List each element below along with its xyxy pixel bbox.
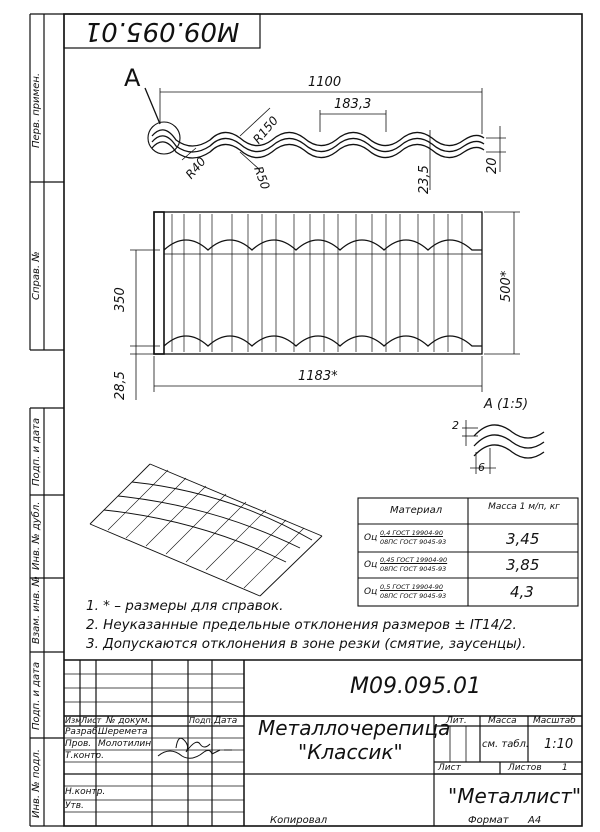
row-mass: 3,85: [506, 556, 540, 574]
drawing-frame: [64, 14, 582, 826]
col-podp: Подп.: [189, 716, 214, 725]
detail-a-label: А (1:5): [484, 397, 529, 412]
role-prov: Пров.: [65, 739, 92, 749]
sheets-value: 1: [562, 763, 568, 773]
person-prov: Молотилин: [98, 739, 152, 749]
row-spec-1: 0,45 ГОСТ 19904-90: [380, 556, 448, 564]
side-label-podp-data-2: Подп. и дата: [31, 661, 42, 730]
dim-2: 2: [452, 419, 459, 432]
col-data: Дата: [214, 716, 238, 726]
dim-183-3: 183,3: [334, 97, 372, 112]
dim-1100: 1100: [308, 75, 342, 90]
product-name-line1: Металлочерепица: [258, 716, 451, 740]
note-2: 2. Неуказанные предельные отклонения размеров ± IT14/2.: [86, 617, 517, 633]
table-header-material: Материал: [390, 505, 443, 516]
row-prefix: Оц: [364, 560, 378, 570]
massa-value: см. табл.: [482, 739, 530, 750]
table-header-mass: Масса 1 м/п, кг: [488, 502, 560, 512]
person-razrab: Шеремета: [98, 727, 148, 737]
row-mass: 4,3: [510, 583, 534, 601]
role-razrab: Разраб.: [65, 727, 101, 737]
organization-name: "Металлист": [448, 784, 582, 808]
scale-value: 1:10: [544, 737, 574, 752]
detail-a: [462, 420, 544, 474]
dim-r40: R40: [182, 154, 209, 182]
dim-350: 350: [113, 287, 128, 312]
row-spec-2: 08ПС ГОСТ 9045-93: [380, 592, 447, 600]
isometric-view: [90, 464, 322, 596]
dim-6: 6: [478, 461, 485, 474]
top-code-rotated: М09.095.01: [84, 16, 240, 46]
masshtab-header: Масштаб: [533, 716, 576, 726]
side-label-inv-podl: Инв. № подл.: [31, 749, 42, 818]
dim-r50: R50: [251, 164, 273, 192]
col-list: Лист: [81, 716, 102, 725]
row-mass: 3,45: [506, 530, 540, 548]
massa-header: Масса: [488, 716, 517, 726]
row-spec-1: 0,5 ГОСТ 19904-90: [380, 583, 444, 591]
side-label-inv-dubl: Инв. № дубл.: [31, 501, 42, 570]
side-label-sprav: Справ. №: [31, 251, 42, 300]
dim-1183: 1183*: [298, 369, 338, 384]
footer-format-label: Формат: [468, 815, 509, 826]
row-spec-2: 08ПС ГОСТ 9045-93: [380, 538, 447, 546]
side-label-vzam-inv: Взам. инв. №: [31, 576, 42, 644]
side-label-perv-primen: Перв. примен.: [31, 72, 42, 148]
sheet-label: Лист: [438, 763, 461, 773]
dim-20: 20: [485, 157, 500, 174]
note-3: 3. Допускаются отклонения в зоне резки (смятие, заусенцы).: [86, 636, 527, 652]
title-block-code: М09.095.01: [350, 674, 481, 699]
side-label-podp-data-1: Подп. и дата: [31, 417, 42, 486]
view-a-label: А: [124, 64, 141, 92]
sheets-label: Листов: [508, 763, 542, 773]
dim-r150: R150: [250, 113, 282, 147]
role-utv: Утв.: [65, 801, 84, 811]
row-spec-1: 0,4 ГОСТ 19904-90: [380, 529, 444, 537]
role-tkontr: Т.контр.: [65, 751, 105, 761]
row-prefix: Оц: [364, 587, 378, 597]
dim-28-5: 28,5: [113, 371, 128, 400]
footer-format-value: А4: [528, 815, 542, 826]
dim-23-5: 23,5: [417, 165, 432, 194]
lit-header: Лит.: [446, 716, 467, 726]
row-spec-2: 08ПС ГОСТ 9045-93: [380, 565, 447, 573]
note-1: 1. * – размеры для справок.: [86, 598, 284, 614]
footer-copied: Копировал: [270, 815, 328, 826]
col-izm: Изм: [65, 716, 82, 725]
dim-500: 500*: [499, 270, 514, 302]
product-name-line2: "Классик": [298, 740, 403, 764]
role-nkontr: Н.контр.: [65, 787, 106, 797]
signatures: [158, 738, 232, 758]
row-prefix: Оц: [364, 533, 378, 543]
col-dokum: № докум.: [106, 716, 151, 726]
